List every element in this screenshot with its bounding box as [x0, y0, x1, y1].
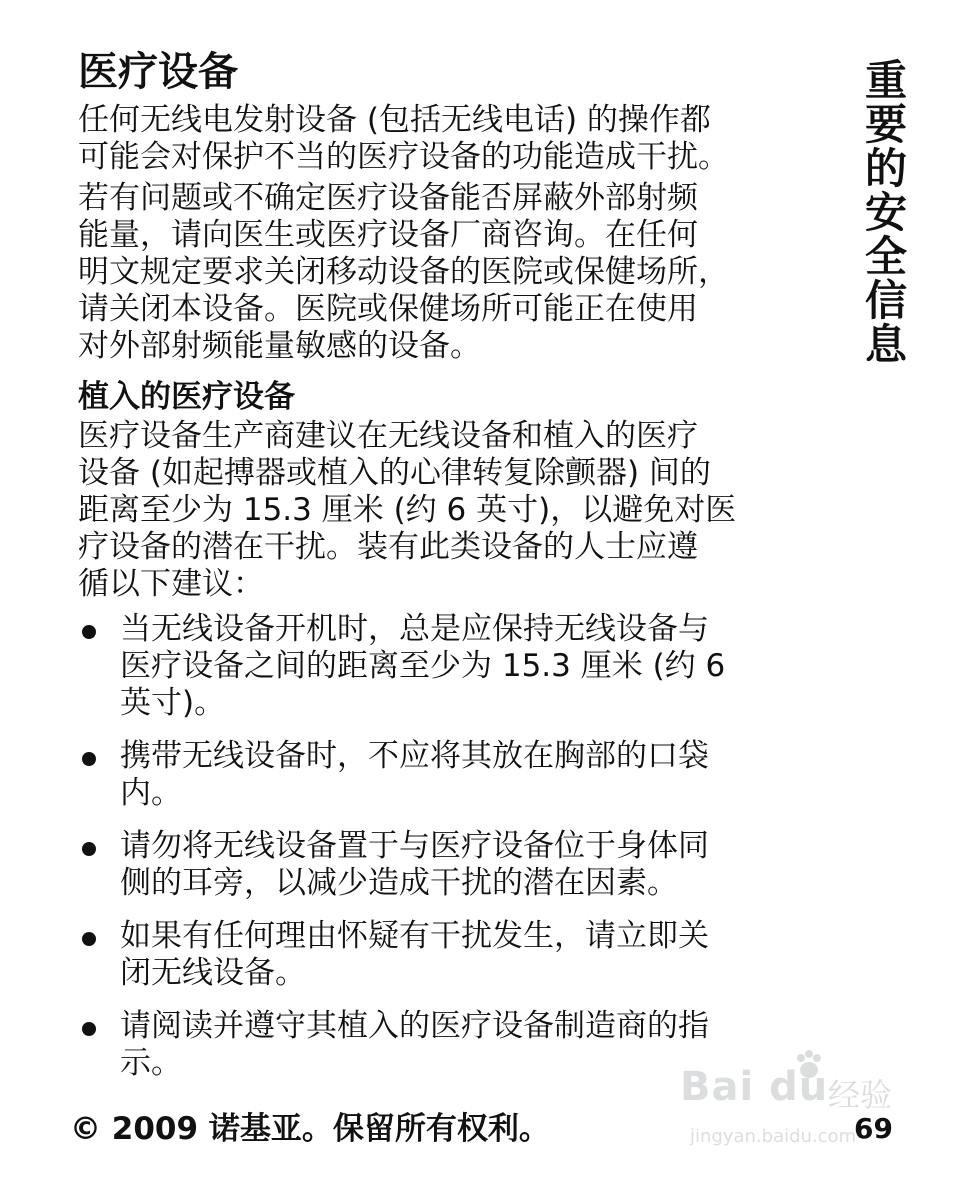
list-item-text: 如果有任何理由怀疑有干扰发生，请立即关 闭无线设备。: [120, 918, 709, 991]
list-item-text: 当无线设备开机时，总是应保持无线设备与 医疗设备之间的距离至少为 15.3 厘米 (约 6 英寸)。: [120, 611, 726, 721]
watermark-logo-text: Bai du: [680, 1064, 829, 1110]
list-item: [78, 828, 806, 902]
recommendation-list: [78, 611, 806, 1082]
paw-icon: [792, 1048, 826, 1082]
page-number: 69: [854, 1112, 893, 1145]
list-item: [78, 738, 806, 812]
main-content: [78, 48, 806, 1098]
list-item-text: 请勿将无线设备置于与医疗设备位于身体同 侧的耳旁，以减少造成干扰的潜在因素。: [120, 828, 709, 901]
watermark-url: jingyan.baidu.com: [690, 1126, 857, 1147]
bullet-icon: [82, 932, 96, 946]
bullet-icon: [82, 625, 96, 639]
list-item: [78, 611, 806, 722]
paragraph-1: 任何无线电发射设备 (包括无线电话) 的操作都 可能会对保护不当的医疗设备的功能造成干扰。: [78, 102, 729, 175]
list-item-text: 请阅读并遵守其植入的医疗设备制造商的指 示。: [120, 1008, 709, 1081]
bullet-icon: [82, 1022, 96, 1036]
section-title: 医疗设备: [78, 49, 238, 95]
watermark-cn-text: 经验: [828, 1076, 893, 1114]
bullet-icon: [82, 842, 96, 856]
list-item-text: 携带无线设备时，不应将其放在胸部的口袋 内。: [120, 738, 709, 811]
bullet-icon: [82, 752, 96, 766]
subheading-implanted-devices: 植入的医疗设备: [78, 379, 295, 415]
vertical-chapter-title: 重要的安全信息: [859, 58, 908, 366]
paragraph-2: 若有问题或不确定医疗设备能否屏蔽外部射频 能量，请向医生或医疗设备厂商咨询。在任何 明文规定要求关闭移动设备的医院或保健场所， 请关闭本设备。医院或保健场所可能正在使用 对外部射频能量敏感的设备。: [78, 180, 729, 364]
paragraph-implanted-devices: 医疗设备生产商建议在无线设备和植入的医疗 设备 (如起搏器或植入的心律转复除颤器) 间的 距离至少为 15.3 厘米 (约 6 英寸)，以避免对医 疗设备的潜在干扰。装有此类设备的人士应遵 循以下建议：: [78, 418, 737, 602]
list-item: [78, 918, 806, 992]
page-footer: [70, 1105, 893, 1153]
copyright-notice: © 2009 诺基亚。保留所有权利。: [70, 1111, 550, 1147]
